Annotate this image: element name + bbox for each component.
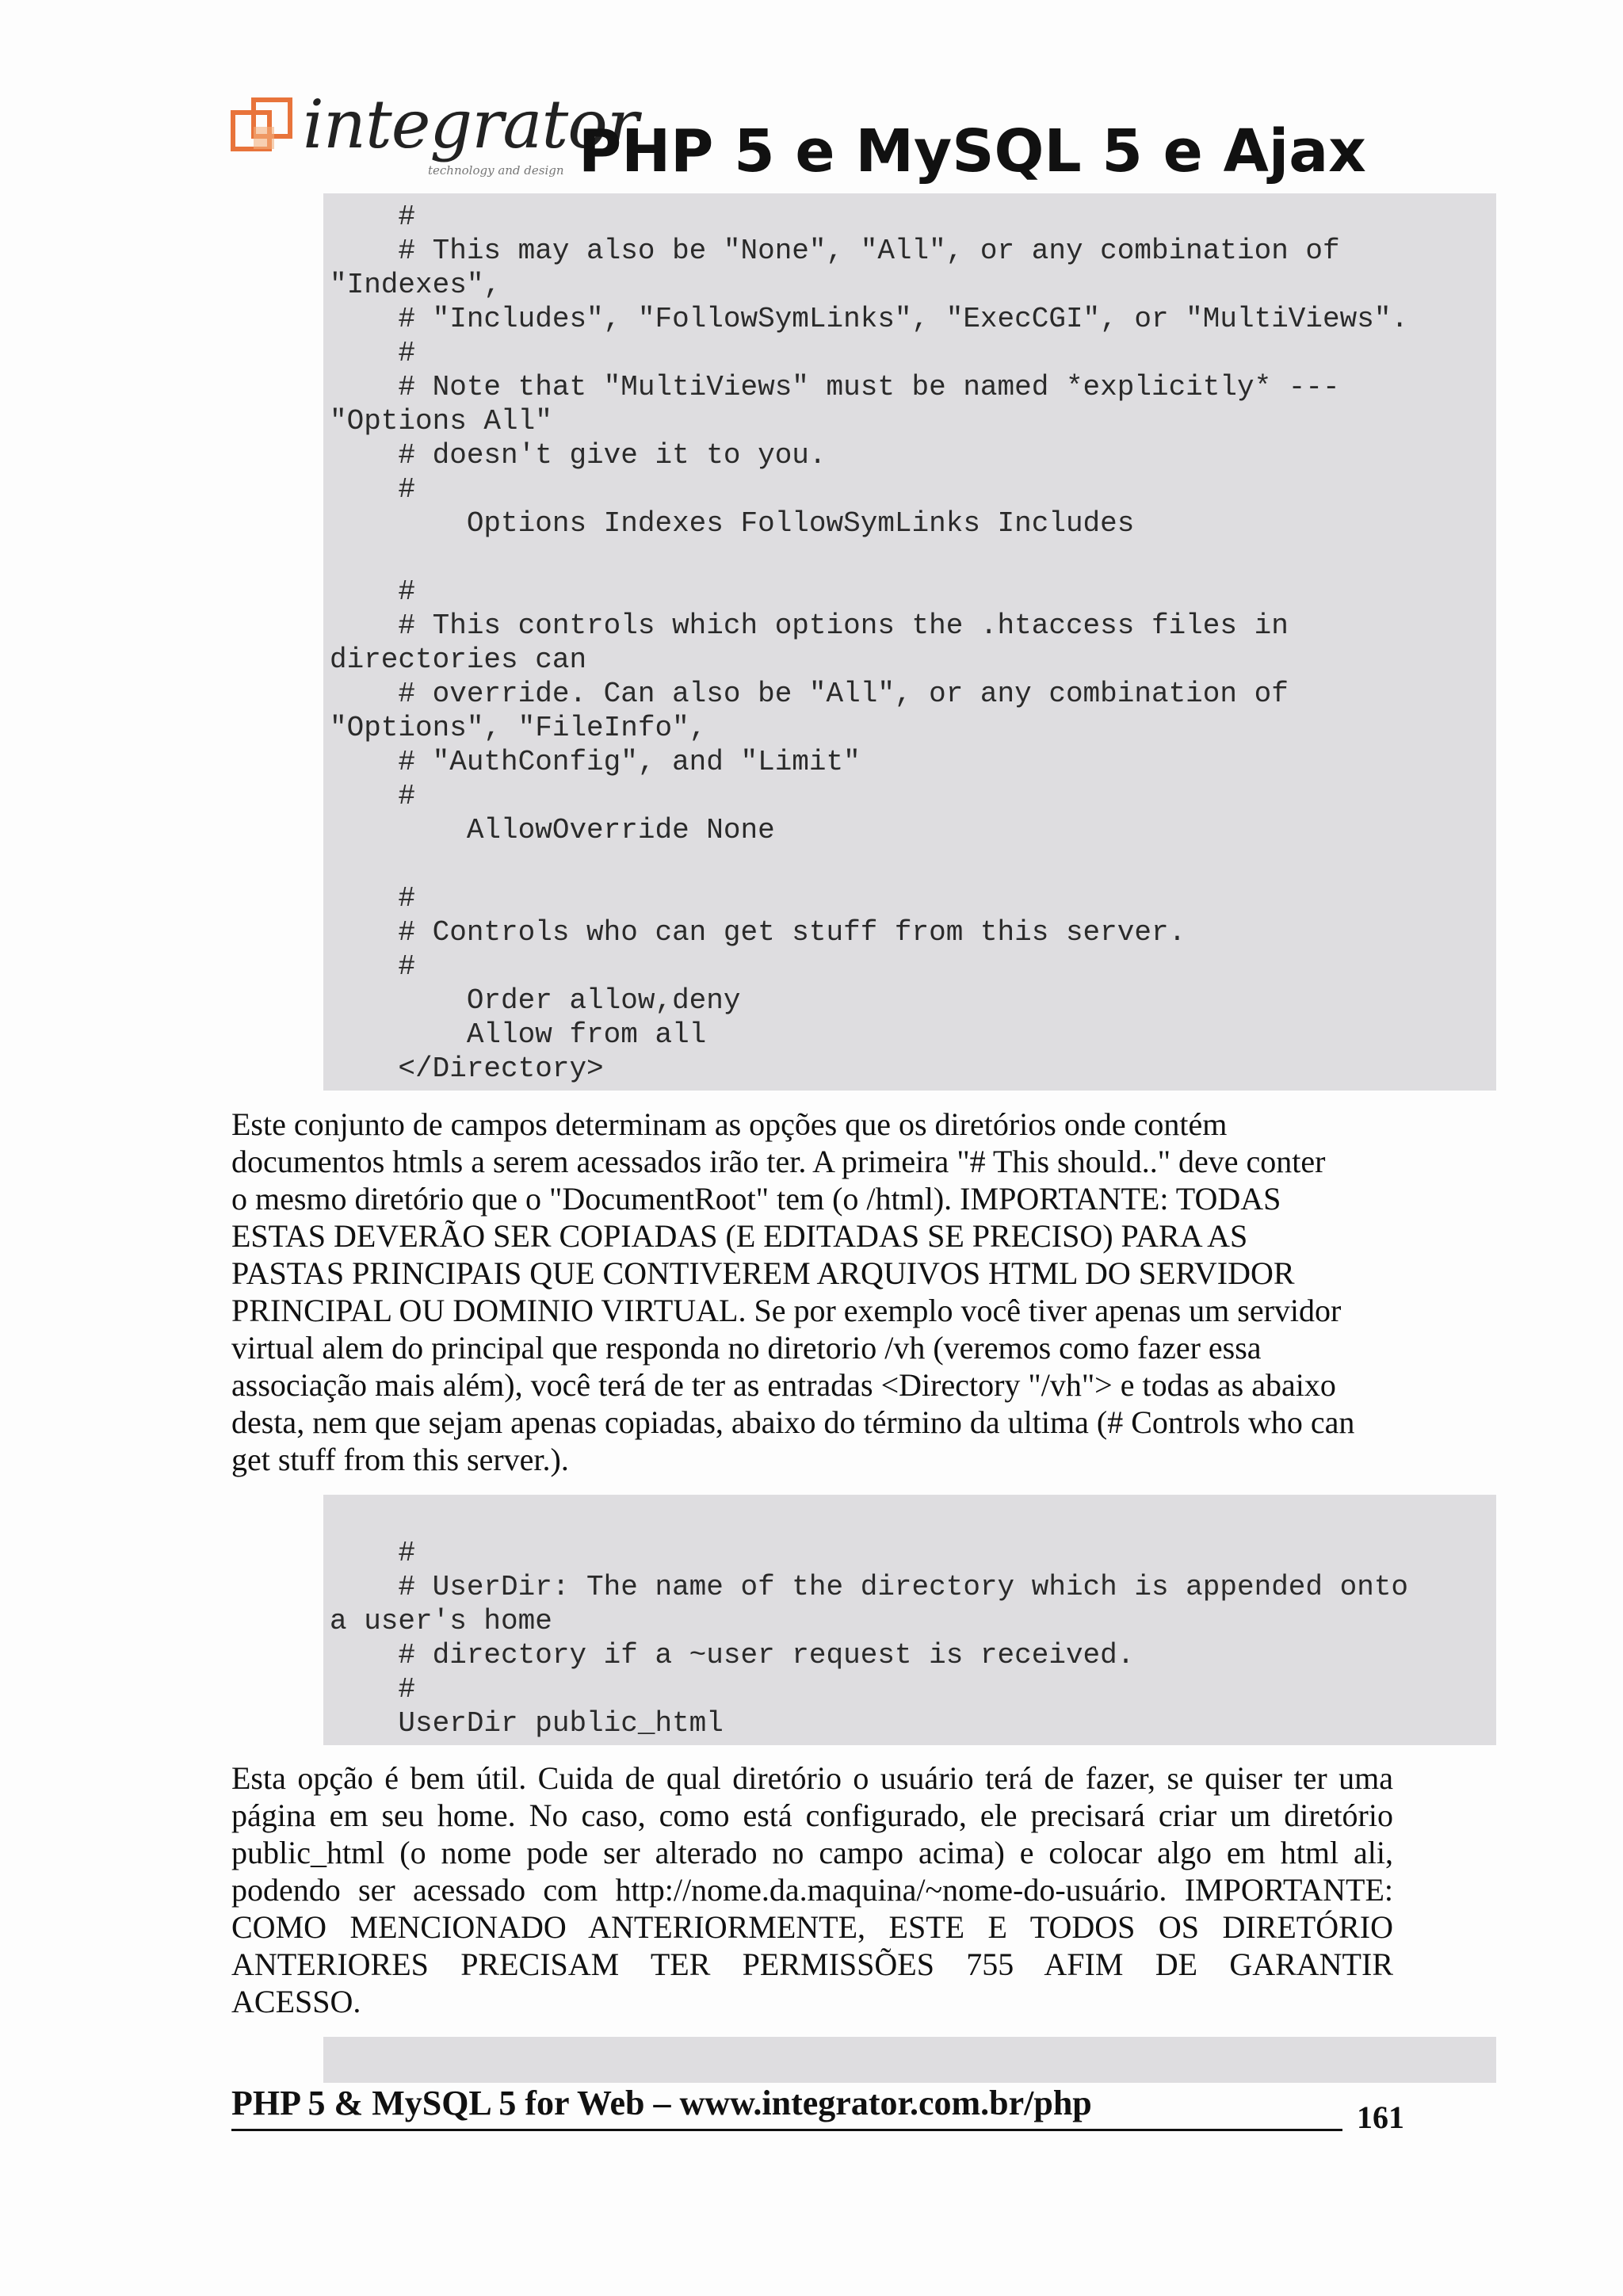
code-line: # "AuthConfig", and "Limit" (330, 746, 861, 778)
code-line: Order allow,deny (330, 984, 741, 1017)
text-line: podendo ser acessado com http://nome.da.maquina/~nome-do-usuário. IMPORTANTE: (231, 1872, 1393, 1908)
book-title: PHP 5 e MySQL 5 e Ajax (579, 117, 1366, 185)
code-line: # (330, 575, 416, 608)
text-line: PRINCIPAL OU DOMINIO VIRTUAL. Se por exemplo você tiver apenas um servidor (231, 1293, 1342, 1328)
code-line: # (330, 201, 416, 233)
text-line: Esta opção é bem útil. Cuida de qual diretório o usuário terá de fazer, se quiser ter uma (231, 1760, 1393, 1796)
code-line: # doesn't give it to you. (330, 439, 827, 472)
text-line: ESTAS DEVERÃO SER COPIADAS (E EDITADAS SE PRECISO) PARA AS (231, 1218, 1248, 1254)
text-line: PASTAS PRINCIPAIS QUE CONTIVEREM ARQUIVOS HTML DO SERVIDOR (231, 1255, 1295, 1291)
footer-divider (231, 2129, 1342, 2131)
paragraph-directory-explanation (231, 1106, 1393, 1478)
code-line: # Note that "MultiViews" must be named *explicitly* --- (330, 371, 1340, 403)
code-line: # Controls who can get stuff from this server. (330, 916, 1186, 949)
page-number: 161 (1357, 2099, 1404, 2135)
logo-tagline: technology and design (428, 163, 564, 178)
page-footer (231, 2083, 1404, 2146)
code-line: # (330, 473, 416, 506)
code-line: # override. Can also be "All", or any combination of (330, 678, 1289, 710)
text-line: o mesmo diretório que o "DocumentRoot" tem (o /html). IMPORTANTE: TODAS (231, 1181, 1281, 1217)
code-line: # (330, 337, 416, 369)
text-line: virtual alem do principal que responda no diretorio /vh (veremos como fazer essa (231, 1330, 1262, 1366)
code-line (330, 847, 1496, 881)
code-line: # (330, 1537, 416, 1569)
logo-squares-icon (230, 97, 301, 168)
text-line: get stuff from this server.). (231, 1442, 569, 1477)
code-block-empty (323, 2037, 1496, 2083)
text-line: Este conjunto de campos determinam as opções que os diretórios onde contém (231, 1106, 1228, 1142)
text-line: ANTERIORES PRECISAM TER PERMISSÕES 755 AFIM DE GARANTIR (231, 1946, 1393, 1982)
code-block-userdir (323, 1495, 1496, 1745)
code-line: UserDir public_html (330, 1707, 724, 1740)
logo-text: integrator (303, 86, 638, 163)
code-line: Options Indexes FollowSymLinks Includes (330, 507, 1135, 540)
code-line: AllowOverride None (330, 814, 775, 846)
code-line: "Indexes", (330, 269, 502, 301)
page-header (230, 86, 1387, 197)
code-line (330, 541, 1496, 575)
code-line: # (330, 950, 416, 983)
text-line: página em seu home. No caso, como está configurado, ele precisará criar um diretório (231, 1797, 1393, 1833)
code-line: # (330, 1673, 416, 1706)
code-line: # directory if a ~user request is received. (330, 1639, 1135, 1671)
code-block-directory-options (323, 193, 1496, 1091)
footer-text: PHP 5 & MySQL 5 for Web – www.integrator.com.br/php (231, 2084, 1092, 2122)
code-line: Allow from all (330, 1018, 707, 1051)
paragraph-userdir-explanation (231, 1759, 1393, 2020)
text-line: COMO MENCIONADO ANTERIORMENTE, ESTE E TODOS OS DIRETÓRIO (231, 1909, 1393, 1945)
integrator-logo (230, 86, 638, 181)
code-line: # UserDir: The name of the directory which is appended onto (330, 1571, 1409, 1603)
code-line: "Options All" (330, 405, 552, 437)
code-line: # This may also be "None", "All", or any combination of (330, 235, 1340, 267)
code-line: directories can (330, 644, 587, 676)
text-line: public_html (o nome pode ser alterado no campo acima) e colocar algo em html ali, (231, 1835, 1393, 1870)
code-line: a user's home (330, 1605, 552, 1637)
code-line: </Directory> (330, 1052, 604, 1085)
code-line: # This controls which options the .htaccess files in (330, 609, 1289, 642)
code-line: # (330, 780, 416, 812)
text-line: ACESSO. (231, 1984, 361, 2019)
code-line: "Options", "FileInfo", (330, 712, 707, 744)
code-line: # "Includes", "FollowSymLinks", "ExecCGI", or "MultiViews". (330, 303, 1409, 335)
text-line: desta, nem que sejam apenas copiadas, abaixo do término da ultima (# Controls who can (231, 1404, 1355, 1440)
code-line: # (330, 882, 416, 915)
text-line: documentos htmls a serem acessados irão ter. A primeira "# This should.." deve conter (231, 1144, 1326, 1179)
text-line: associação mais além), você terá de ter as entradas <Directory "/vh"> e todas as abaixo (231, 1367, 1336, 1403)
